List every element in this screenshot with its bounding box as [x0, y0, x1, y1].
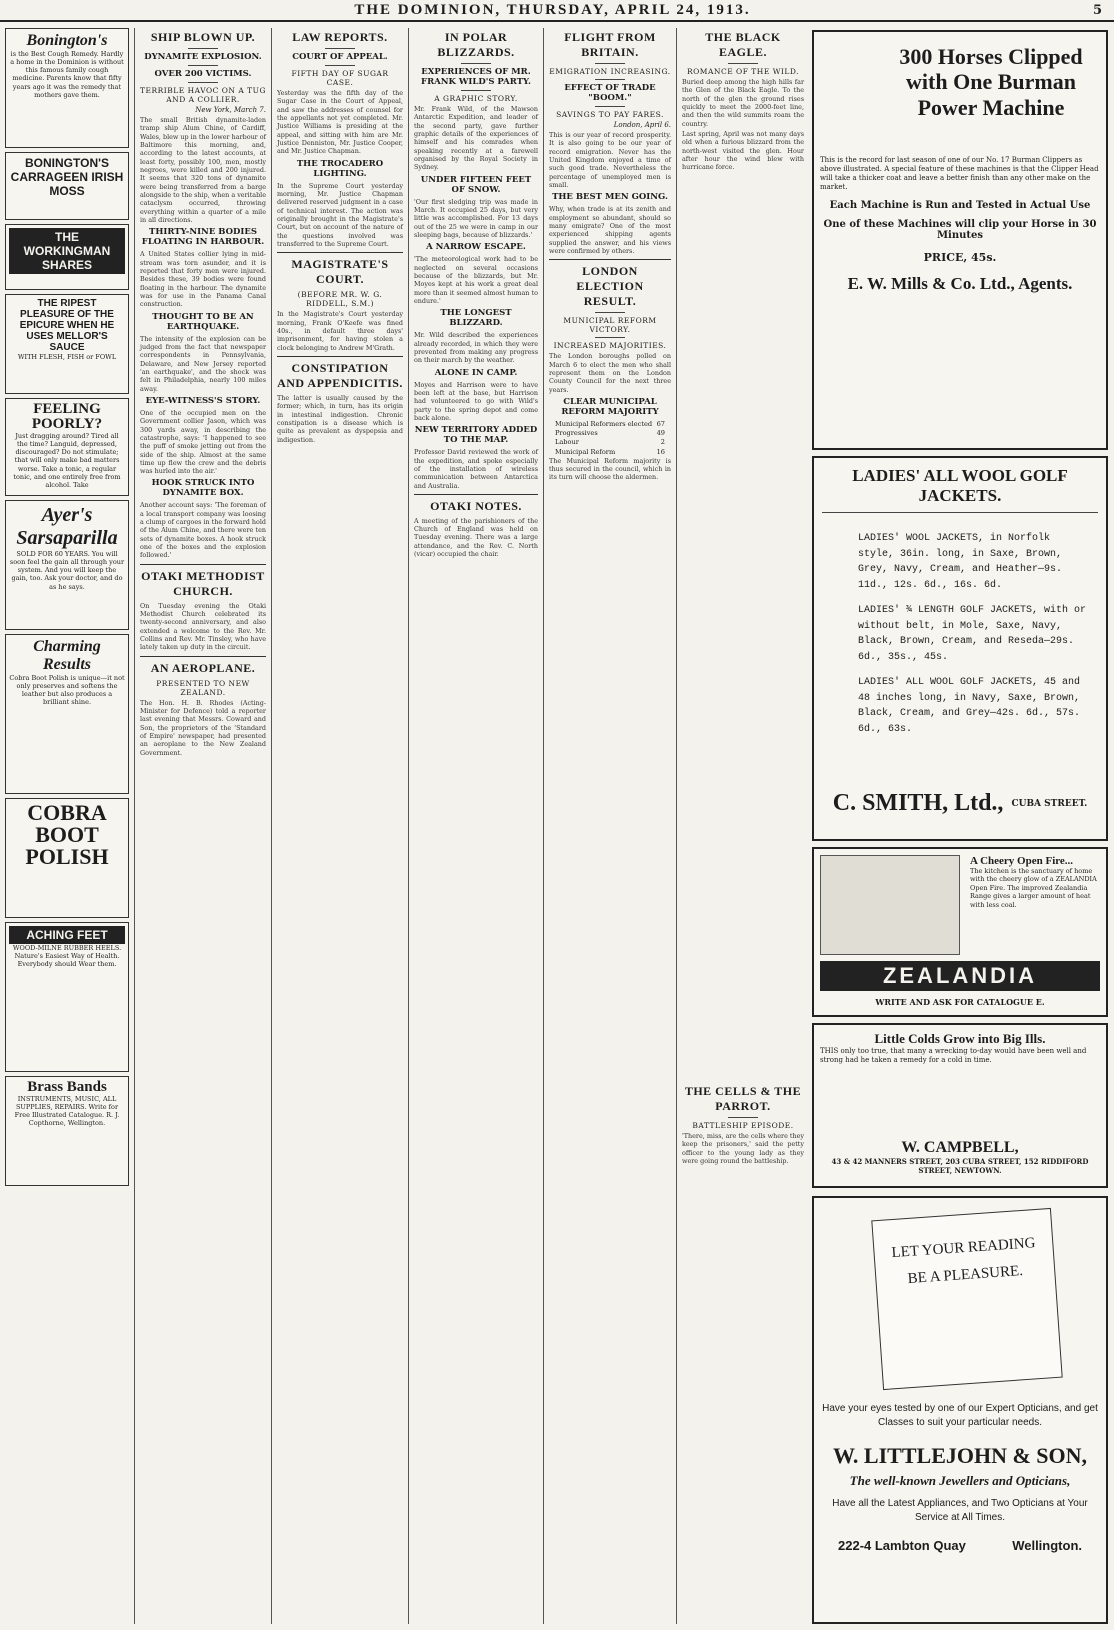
crosshead: A NARROW ESCAPE. [426, 242, 526, 253]
subheadline: MUNICIPAL REFORM VICTORY. [563, 316, 657, 335]
ad-title: 300 Horses Clipped with One Burman Power Machine [899, 44, 1083, 120]
subheadline: INCREASED MAJORITIES. [553, 341, 667, 351]
ad-burman-clippers [812, 30, 1108, 450]
article-text: The intensity of the explosion can be judged from the fact that newspaper correspondents in Pennsylvania, Delaware, and New Jersey reported 'an earthquake', and the shock was felt in Philadelphia, nearly 100 miles away. [140, 334, 266, 393]
dateline: New York, March 7. [195, 106, 266, 114]
headline: OTAKI METHODIST CHURCH. [141, 568, 265, 598]
article-text: The latter is usually caused by the former; which, in turn, has its origin in intestinal indigestion. Chronic constipation is a disease which is quite as prevalent as dyspepsia and indigestion. [277, 393, 403, 444]
article-text: Buried deep among the high hills far the Glen of the Black Eagle. To the north of the glen the ground rises quickly to meet the 2000-feet line, and then the wild summits roam the country. [682, 78, 804, 128]
ad-tagline: The well-known Jewellers and Opticians, [849, 1473, 1071, 1488]
ad-text: THIS only too true, that many a wrecking to-day would have been well and strong had he taken a remedy for a cold in time. [820, 1047, 1087, 1065]
ad-firm: C. SMITH, Ltd., [832, 790, 1004, 816]
ad-irish-moss [5, 152, 129, 220]
ad-title: A Cheery Open Fire... [970, 855, 1074, 867]
masthead [0, 0, 1114, 22]
ad-title: THE WORKINGMAN SHARES [9, 228, 125, 274]
ad-wood-milne [5, 922, 129, 1072]
article-text: The Municipal Reform majority is thus secured in the council, which in its turn will choose the aldermen. [549, 456, 671, 482]
headline: THE CELLS & THE PARROT. [684, 1084, 802, 1113]
crosshead: THOUGHT TO BE AN EARTHQUAKE. [152, 311, 254, 332]
headline: THE BLACK EAGLE. [705, 30, 781, 59]
ad-workingman [5, 224, 129, 290]
article-text: Last spring, April was not many days old when a furious blizzard from the north-west visited the glen. Hour after hour the wind blew with hurricane force. [682, 129, 804, 172]
article-text: This is our year of record prosperity. It is also going to be our year of record emigration. Never has the United Kingdom enjoyed a time of such good trade. Nevertheless the percentage of unemployed men is small. [549, 131, 671, 189]
ads-column-left [0, 28, 134, 1624]
reading-card: LET YOUR READING BE A PLEASURE. [871, 1208, 1062, 1390]
ad-text: SOLD FOR 60 YEARS. You will soon feel the gain all through your system. And you will keep the gain, too. Ask your doctor, and do as he says. [9, 550, 125, 591]
result-value: 2 [660, 438, 665, 447]
page-number: 5 [1092, 2, 1102, 18]
ad-ayers [5, 500, 129, 630]
ad-title: Little Colds Grow into Big Ills. [874, 1031, 1046, 1046]
ad-mellors-sauce [5, 294, 129, 394]
article-text: 'There, miss, are the cells where they keep the prisoners,' said the petty officer to the young lady as they were going round the battleship. [682, 1132, 804, 1165]
crosshead: UNDER FIFTEEN FEET OF SNOW. [420, 174, 532, 195]
headline: IN POLAR BLIZZARDS. [437, 30, 515, 59]
ad-footer: WRITE AND ASK FOR CATALOGUE E. [875, 997, 1045, 1007]
subheadline: EFFECT OF TRADE "BOOM." [564, 83, 656, 103]
ad-item: LADIES' ¾ LENGTH GOLF JACKETS, with or without belt, in Mole, Saxe, Navy, Black, Brown, Cream, and Reseda—29s. 6d., 35s., 45s. [858, 605, 1087, 663]
headline: OTAKI NOTES. [430, 498, 522, 513]
ad-text: Have all the Latest Appliances, and Two Opticians at Your Service at All Times. [832, 1498, 1088, 1523]
crosshead: THIRTY-NINE BODIES FLOATING IN HARBOUR. [141, 227, 265, 248]
ad-text: Just dragging around? Tired all the time? Languid, depressed, discouraged? Do not stimulate; that will only make bad matters worse. Take a tonic, a regular tonic, and one entirely free from alcohol. Take [13, 432, 121, 489]
column-flight-from-britain [544, 28, 676, 1624]
crosshead: THE TROCADERO LIGHTING. [296, 158, 384, 179]
ad-text: INSTRUMENTS, MUSIC, ALL SUPPLIES, REPAIRS. Write for Free Illustrated Catalogue. R. J. Copthorne, Wellington. [14, 1095, 120, 1128]
subheadline: TERRIBLE HAVOC ON A TUG AND A COLLIER. [140, 86, 266, 104]
subheadline: BATTLESHIP EPISODE. [692, 1121, 794, 1130]
subheadline: SAVINGS TO PAY FARES. [556, 110, 664, 119]
ad-address: CUBA STREET. [1011, 798, 1088, 809]
ad-title: COBRA BOOT POLISH [25, 800, 109, 869]
result-row [549, 429, 671, 438]
ad-c-smith-golf-jackets [812, 456, 1108, 841]
headline: LONDON ELECTION RESULT. [576, 264, 644, 309]
ad-subheading: Each Machine is Run and Tested in Actual Use [829, 200, 1091, 212]
ad-items [822, 513, 1098, 768]
column-polar-blizzards [409, 28, 543, 1624]
headline: AN AEROPLANE. [150, 660, 256, 675]
article-text: On Tuesday evening the Otaki Methodist Church celebrated its twenty-second anniversary, and also extended a welcome to the Rev. Mr. Collins and Rev. Mr. Tinsley, who have lately taken up duty in the circuit. [140, 601, 266, 652]
crosshead: EYE-WITNESS'S STORY. [145, 395, 261, 406]
result-label: Labour [555, 438, 579, 447]
ad-text: is the Best Cough Remedy. Hardly a home in the Dominion is without this famous family cough medicine. Parents know that fifty years ago it was the remedy that mothers gave them. [10, 50, 124, 99]
result-row [549, 438, 671, 447]
article-text: 'Our first sledging trip was made in March. It occupied 25 days, but very little was accomplished. For 13 days out of the 25 we were in camp in our sleeping bags, because of blizzards.' [414, 197, 538, 239]
column-black-eagle [677, 28, 809, 1624]
ad-title: Brass Bands [27, 1079, 107, 1095]
article-text: Moyes and Harrison were to have been left at the base, but Harrison had volunteered to go with Wild's party to the spring depot and come back alone. [414, 380, 538, 422]
ad-price: PRICE, 45s. [923, 251, 997, 265]
ad-title: FEELING POORLY? [31, 401, 103, 432]
ad-text: This is the record for last season of one of our No. 17 Burman Clippers as above illustrated. A special feature of these machines is that the Clipper Head will take a thicker coat and leave a better finish than any other make on the market. [820, 156, 1099, 192]
ad-littlejohn-opticians [812, 1196, 1108, 1624]
ad-campbell-colds [812, 1023, 1108, 1188]
article-text: 'The meteorological work had to be neglected on several occasions because of the blizzards, but Mr. Moyes kept at his work a great deal more than it seemed almost human to endure.' [414, 255, 538, 305]
subheadline: EXPERIENCES OF MR. FRANK WILD'S PARTY. [421, 67, 531, 87]
subheadline: ROMANCE OF THE WILD. [687, 67, 799, 76]
ad-text-block [970, 855, 1100, 909]
ad-address-row [822, 1538, 1098, 1553]
ad-title: Charming Results [33, 638, 101, 673]
crosshead: THE LONGEST BLIZZARD. [440, 308, 512, 329]
ad-title: THE RIPEST PLEASURE OF THE EPICURE WHEN HE USES MELLOR'S SAUCE [19, 298, 115, 353]
ad-brass-bands [5, 1076, 129, 1186]
ad-title: BONINGTON'S CARRAGEEN IRISH MOSS [10, 156, 124, 198]
result-label: Municipal Reformers elected [555, 419, 653, 428]
subheadline: PRESENTED TO NEW ZEALAND. [156, 678, 250, 697]
article-text: The Hon. H. B. Rhodes (Acting-Minister for Defence) told a reporter last evening that Messrs. Coward and Son, the proprietors of the 'Standard of Empire' newspaper, had presented an aeroplane to the New Zealand Government. [140, 698, 266, 757]
result-label: Municipal Reform [555, 447, 616, 456]
ad-subheading: One of these Machines will clip your Horse in 30 Minutes [823, 219, 1097, 242]
ad-item: LADIES' ALL WOOL GOLF JACKETS, 45 and 48 inches long, in Navy, Saxe, Brown, Black, Cream, and Grey—42s. 6d., 57s. 6d., 63s. [858, 677, 1081, 735]
ad-address: 43 & 42 MANNERS STREET, 203 CUBA STREET, 152 RIDDIFORD STREET, NEWTOWN. [831, 1157, 1089, 1175]
ad-text: WITH FLESH, FISH or FOWL [17, 353, 117, 361]
article-text: Mr. Wild described the experiences already recorded, in which they were prevented from making any progress on their march by the weather. [414, 331, 538, 365]
article-text: In the Supreme Court yesterday morning, Mr. Justice Chapman delivered reserved judgment in a case of technical interest. The action was originally brought in the Magistrate's Court, but on account of the nature of the questions involved was transferred to the Supreme Court. [277, 181, 403, 248]
reading-card-area [822, 1206, 1098, 1396]
ad-item: LADIES' WOOL JACKETS, in Norfolk style, 36in. long, in Saxe, Brown, Grey, Navy, Cream, and Heather—9s. 11d., 12s. 6d., 16s. 6d. [858, 533, 1063, 591]
article-text: Professor David reviewed the work of the expedition, and spoke especially of the installation of wireless communication between Antarctica and Australia. [414, 448, 538, 490]
range-illustration [820, 855, 960, 955]
article-text: The London boroughs polled on March 6 to elect the men who shall represent them on the London County Council for the next three years. [549, 352, 671, 394]
ad-address: 222-4 Lambton Quay [838, 1538, 966, 1553]
subheadline: EMIGRATION INCREASING. [549, 67, 671, 76]
ad-text: The kitchen is the sanctuary of home with the cheery glow of a ZEALANDIA Open Fire. The improved Zealandia Range gives a larger amount of heat with less coal. [970, 867, 1097, 909]
ad-city: Wellington. [1012, 1538, 1082, 1553]
ad-title: Ayer's Sarsaparilla [16, 504, 118, 549]
ad-firm-block [822, 790, 1098, 817]
subheadline: DYNAMITE EXPLOSION. [144, 52, 262, 62]
column-ship-blown-up [135, 28, 271, 1624]
headline: FLIGHT FROM BRITAIN. [564, 30, 656, 59]
article-text: One of the occupied men on the Government collier Jason, which was 300 yards away, in describing the catastrophe, says: 'I happened to see the puff of smoke jetting out from the side of the ship. Almost at the same time up flew the crew and the debris was hurled into the air.' [140, 408, 266, 476]
ad-firm: W. CAMPBELL, [901, 1139, 1019, 1156]
result-row [549, 448, 671, 457]
ad-title: Bonington's [26, 32, 108, 49]
ad-title: LADIES' ALL WOOL GOLF JACKETS. [822, 466, 1098, 513]
article-text: A meeting of the parishioners of the Church of England was held on Tuesday evening. There was a large attendance, and the Rev. C. North (vicar) occupied the chair. [414, 516, 538, 559]
dateline: London, April 6. [613, 121, 671, 129]
ad-charming-results [5, 634, 129, 794]
newspaper-title: THE DOMINION, THURSDAY, APRIL 24, 1913. [354, 1, 751, 18]
subheadline: OVER 200 VICTIMS. [154, 69, 252, 79]
election-results [549, 420, 671, 457]
subheadline: FIFTH DAY OF SUGAR CASE. [291, 69, 389, 87]
ad-zealandia-range [812, 847, 1108, 1017]
subheadline: (BEFORE MR. W. G. RIDDELL, S.M.) [297, 290, 383, 309]
results-title: CLEAR MUNICIPAL REFORM MAJORITY [561, 396, 659, 417]
column-cells-parrot [677, 1082, 809, 1382]
article-text: A United States collier lying in mid-stream was torn asunder, and it is reported that forty men were injured. Besides these, 39 bodies were found floating in the harbour. The dynamite was for use in the Panama Canal construction. [140, 250, 266, 309]
crosshead: THE BEST MEN GOING. [552, 192, 668, 203]
ad-brand: ZEALANDIA [820, 961, 1100, 991]
ad-bonington [5, 28, 129, 148]
result-value: 16 [656, 447, 665, 456]
ad-agents: E. W. Mills & Co. Ltd., Agents. [847, 274, 1073, 294]
crosshead: NEW TERRITORY ADDED TO THE MAP. [414, 425, 538, 446]
subheadline: A GRAPHIC STORY. [434, 94, 518, 103]
ad-firm: W. LITTLEJOHN & SON, [832, 1443, 1088, 1468]
ad-text: WOOD-MILNE RUBBER HEELS. Nature's Easiest Way of Health. Everybody should Wear them. [12, 944, 122, 969]
article-text: The small British dynamite-laden tramp ship Alum Chine, of Cardiff, Wales, blew up in the lower harbour of Baltimore this morning, and, according to the latest accounts, at least forty, possibly 100, men, mostly negroes, were killed and 200 injured. It seems that 320 tons of dynamite were being transferred from a barge alongside to the ship, when a veritable cataclysm occurred, throwing everything within a quarter of a mile in all directions. [140, 116, 266, 224]
headline: CONSTIPATION AND APPENDICITIS. [277, 360, 403, 390]
crosshead: ALONE IN CAMP. [434, 367, 518, 378]
result-label: Progressives [555, 429, 598, 438]
ad-text: Cobra Boot Polish is unique—it not only preserves and softens the leather but also produces a brilliant shine. [9, 674, 125, 707]
result-row [549, 420, 671, 429]
headline: LAW REPORTS. [292, 30, 388, 44]
ad-title: ACHING FEET [9, 926, 125, 944]
headline: SHIP BLOWN UP. [150, 30, 256, 44]
crosshead: HOOK STRUCK INTO DYNAMITE BOX. [151, 478, 255, 499]
headline: MAGISTRATE'S COURT. [291, 257, 389, 287]
article-text: Mr. Frank Wild, of the Mawson Antarctic Expedition, and leader of the second party, gave further graphic details of the experiences of himself and his comrades when speaking recently at a farewell organised by the Royal Society in Sydney. [414, 105, 538, 172]
result-value: 67 [656, 419, 665, 428]
ad-text: Have your eyes tested by one of our Expert Opticians, and get Classes to suit your particular needs. [822, 1403, 1098, 1428]
subheadline: COURT OF APPEAL. [292, 52, 388, 62]
column-law-reports [272, 28, 408, 1624]
result-value: 49 [656, 429, 665, 438]
ad-feeling-poorly [5, 398, 129, 496]
article-text: Yesterday was the fifth day of the Sugar Case in the Court of Appeal, and saw the addresses of counsel for the appellants not yet completed. Mr. Justice Williams is presiding at the appeal, and sitting with him are Mr. Justice Denniston, Mr. Justice Cooper, and Mr. Justice Chapman. [277, 89, 403, 156]
article-text: Why, when trade is at its zenith and employment so abundant, should so many emigrate? One of the most experienced shipping agents supplied the answer, and his views were confirmed by others. [549, 205, 671, 255]
article-text: In the Magistrate's Court yesterday morning, Frank O'Keefe was fined 40s., in default three days' imprisonment, for having stolen a clock belonging to Andrew M'Grath. [277, 310, 403, 352]
ad-cobra [5, 798, 129, 918]
article-text: Another account says: 'The foreman of a local transport company was loosing a clump of cargoes in the forward hold of the Alum Chine, and there were ten sets of dynamite boxes. A hook struck one of the boxes and the explosion followed.' [140, 501, 266, 560]
